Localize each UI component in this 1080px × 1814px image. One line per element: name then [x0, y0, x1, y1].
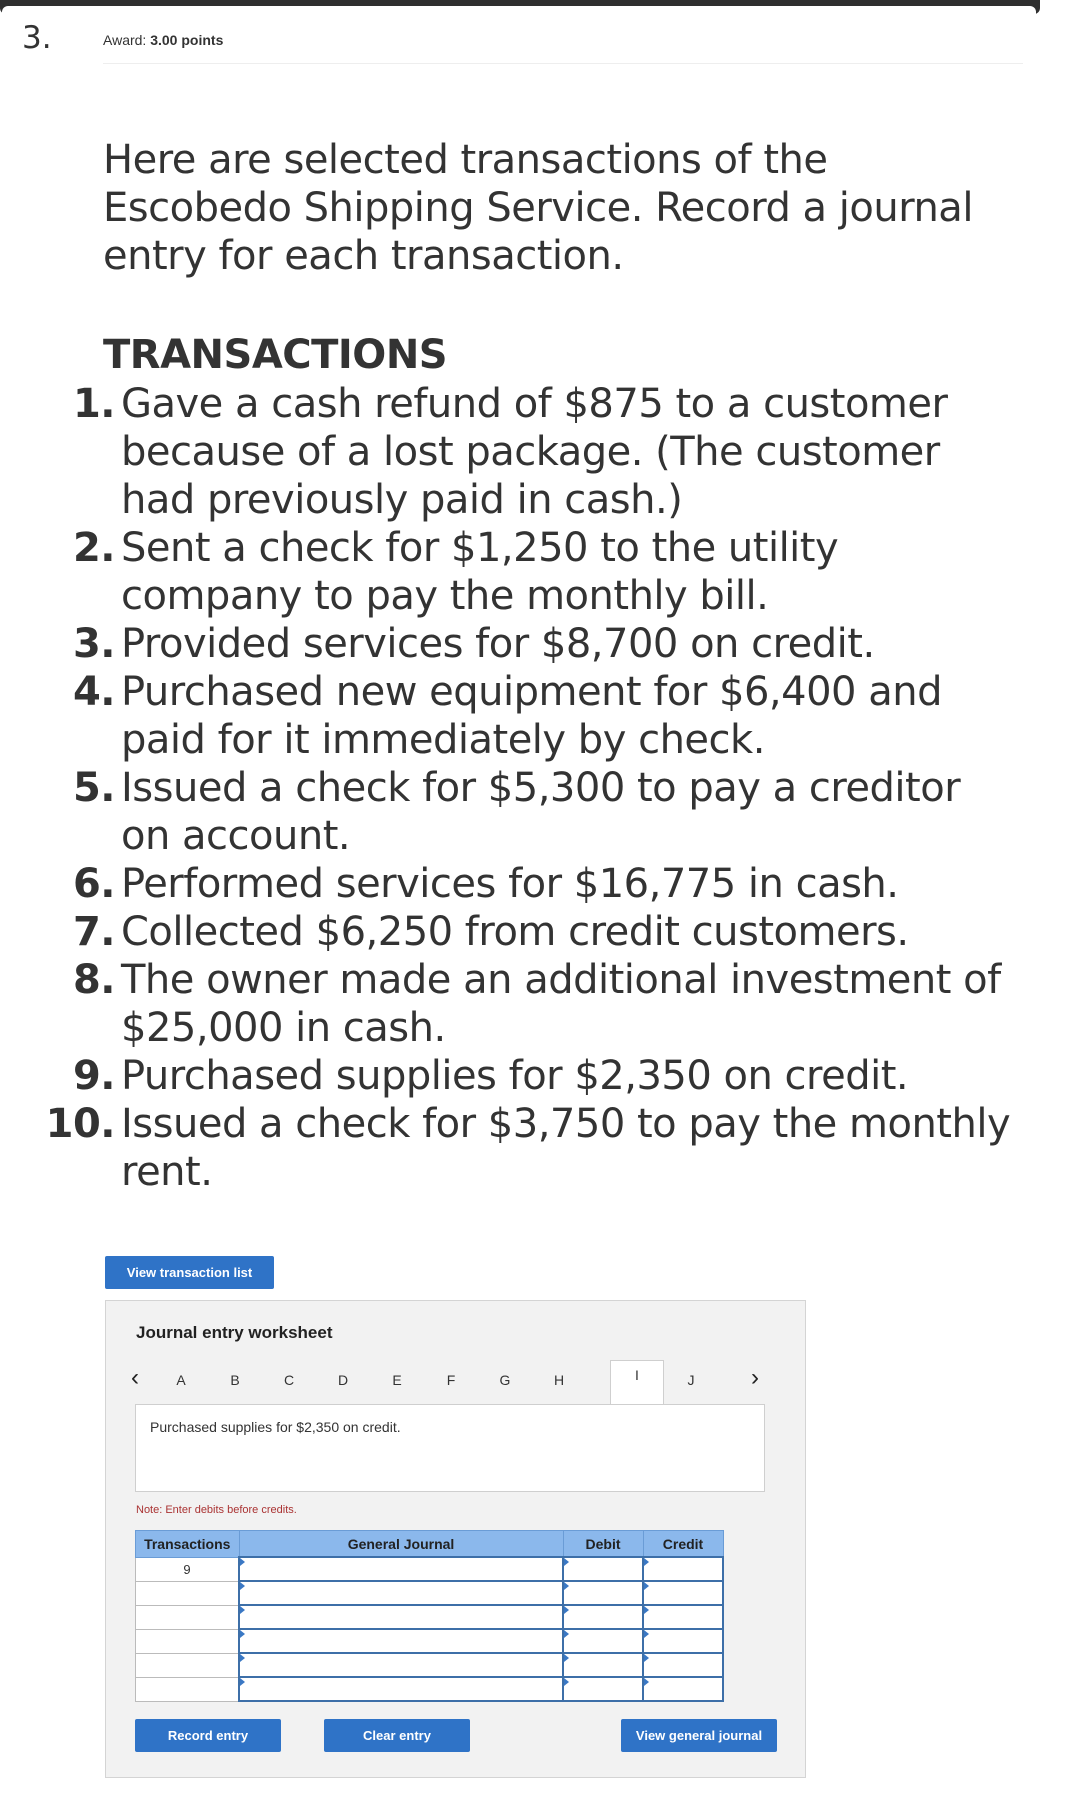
debit-input[interactable]	[563, 1629, 643, 1653]
table-row	[136, 1677, 724, 1701]
award-label: Award:	[103, 32, 147, 48]
debit-input[interactable]	[563, 1653, 643, 1677]
view-transaction-list-button[interactable]: View transaction list	[105, 1256, 274, 1289]
debit-input[interactable]	[563, 1677, 643, 1701]
column-header-debit: Debit	[563, 1531, 643, 1558]
transaction-number: 7.	[72, 909, 115, 955]
tab-i[interactable]: I	[610, 1360, 664, 1404]
transaction-text: Provided services for $8,700 on credit.	[121, 621, 875, 667]
transaction-number: 1.	[72, 381, 115, 427]
transaction-item	[0, 764, 1040, 860]
transaction-number: 8.	[72, 957, 115, 1003]
account-select[interactable]	[239, 1629, 563, 1653]
transaction-cell	[136, 1629, 240, 1653]
transaction-item	[0, 908, 1040, 956]
transaction-description: Purchased supplies for $2,350 on credit.	[150, 1419, 401, 1435]
tab-a[interactable]: A	[176, 1372, 186, 1388]
top-border	[0, 0, 1040, 14]
column-header-credit: Credit	[643, 1531, 723, 1558]
transaction-text: Gave a cash refund of $875 to a customer because of a lost package. (The customer had previously paid in cash.)	[121, 381, 948, 523]
transaction-text: Collected $6,250 from credit customers.	[121, 909, 909, 955]
header-divider	[103, 63, 1023, 64]
credit-input[interactable]	[643, 1629, 723, 1653]
tab-e[interactable]: E	[392, 1372, 402, 1388]
record-entry-button[interactable]: Record entry	[135, 1719, 281, 1752]
table-header-row	[136, 1531, 724, 1558]
transaction-cell	[136, 1677, 240, 1701]
transaction-item	[0, 1100, 1040, 1196]
transaction-description-box	[135, 1404, 765, 1492]
credit-input[interactable]	[643, 1677, 723, 1701]
chevron-left-icon[interactable]: ‹	[131, 1364, 139, 1391]
account-select[interactable]	[239, 1605, 563, 1629]
transaction-number: 5.	[72, 765, 115, 811]
general-journal-table	[135, 1530, 724, 1702]
credit-input[interactable]	[643, 1653, 723, 1677]
tab-f[interactable]: F	[446, 1372, 456, 1388]
transaction-number: 9.	[72, 1053, 115, 1099]
tab-g[interactable]: G	[499, 1372, 511, 1388]
tab-j[interactable]: J	[687, 1372, 695, 1388]
account-select[interactable]	[239, 1581, 563, 1605]
transaction-item	[0, 1052, 1040, 1100]
journal-entry-worksheet	[105, 1300, 806, 1778]
debit-input[interactable]	[563, 1605, 643, 1629]
table-row	[136, 1581, 724, 1605]
debits-note: Note: Enter debits before credits.	[136, 1504, 297, 1516]
table-row	[136, 1653, 724, 1677]
column-header-transactions: Transactions	[136, 1531, 240, 1558]
transaction-number: 3.	[72, 621, 115, 667]
table-row	[136, 1605, 724, 1629]
transaction-text: Purchased supplies for $2,350 on credit.	[121, 1053, 909, 1099]
transaction-item	[0, 956, 1040, 1052]
transaction-text: Issued a check for $5,300 to pay a creditor on account.	[121, 765, 961, 859]
transaction-text: The owner made an additional investment of $25,000 in cash.	[121, 957, 1001, 1051]
transaction-item	[0, 380, 1040, 524]
award-value: 3.00 points	[150, 32, 224, 48]
transaction-number: 2.	[72, 525, 115, 571]
debit-input[interactable]	[563, 1581, 643, 1605]
transaction-cell	[136, 1581, 240, 1605]
debit-input[interactable]	[563, 1557, 643, 1581]
question-intro: Here are selected transactions of the Escobedo Shipping Service. Record a journal entry for each transaction.	[103, 137, 973, 279]
tab-c[interactable]: C	[283, 1372, 295, 1388]
transaction-item	[0, 524, 1040, 620]
transactions-heading: TRANSACTIONS	[103, 332, 448, 378]
transaction-cell: 9	[136, 1557, 240, 1581]
account-select[interactable]	[239, 1677, 563, 1701]
transaction-cell	[136, 1653, 240, 1677]
clear-entry-button[interactable]: Clear entry	[324, 1719, 470, 1752]
question-number: 3.	[22, 20, 52, 56]
chevron-right-icon[interactable]: ›	[751, 1364, 759, 1391]
transactions-list	[0, 380, 1040, 1196]
tab-d[interactable]: D	[337, 1372, 349, 1388]
tab-b[interactable]: B	[230, 1372, 240, 1388]
transaction-text: Issued a check for $3,750 to pay the monthly rent.	[121, 1101, 1011, 1195]
transaction-number: 10.	[45, 1101, 115, 1147]
credit-input[interactable]	[643, 1605, 723, 1629]
transaction-item	[0, 668, 1040, 764]
account-select[interactable]	[239, 1653, 563, 1677]
top-border-inner	[2, 6, 1036, 16]
credit-input[interactable]	[643, 1557, 723, 1581]
transaction-text: Purchased new equipment for $6,400 and paid for it immediately by check.	[121, 669, 942, 763]
account-select[interactable]	[239, 1557, 563, 1581]
tab-h[interactable]: H	[553, 1372, 565, 1388]
transaction-item	[0, 620, 1040, 668]
credit-input[interactable]	[643, 1581, 723, 1605]
award-points	[103, 32, 223, 48]
transaction-number: 6.	[72, 861, 115, 907]
transaction-text: Sent a check for $1,250 to the utility company to pay the monthly bill.	[121, 525, 839, 619]
table-row	[136, 1629, 724, 1653]
column-header-general-journal: General Journal	[239, 1531, 563, 1558]
transaction-item	[0, 860, 1040, 908]
table-row	[136, 1557, 724, 1581]
transaction-cell	[136, 1605, 240, 1629]
worksheet-title: Journal entry worksheet	[136, 1323, 333, 1342]
transaction-number: 4.	[72, 669, 115, 715]
transaction-text: Performed services for $16,775 in cash.	[121, 861, 899, 907]
worksheet-tabs	[131, 1360, 785, 1404]
view-general-journal-button[interactable]: View general journal	[621, 1719, 777, 1752]
